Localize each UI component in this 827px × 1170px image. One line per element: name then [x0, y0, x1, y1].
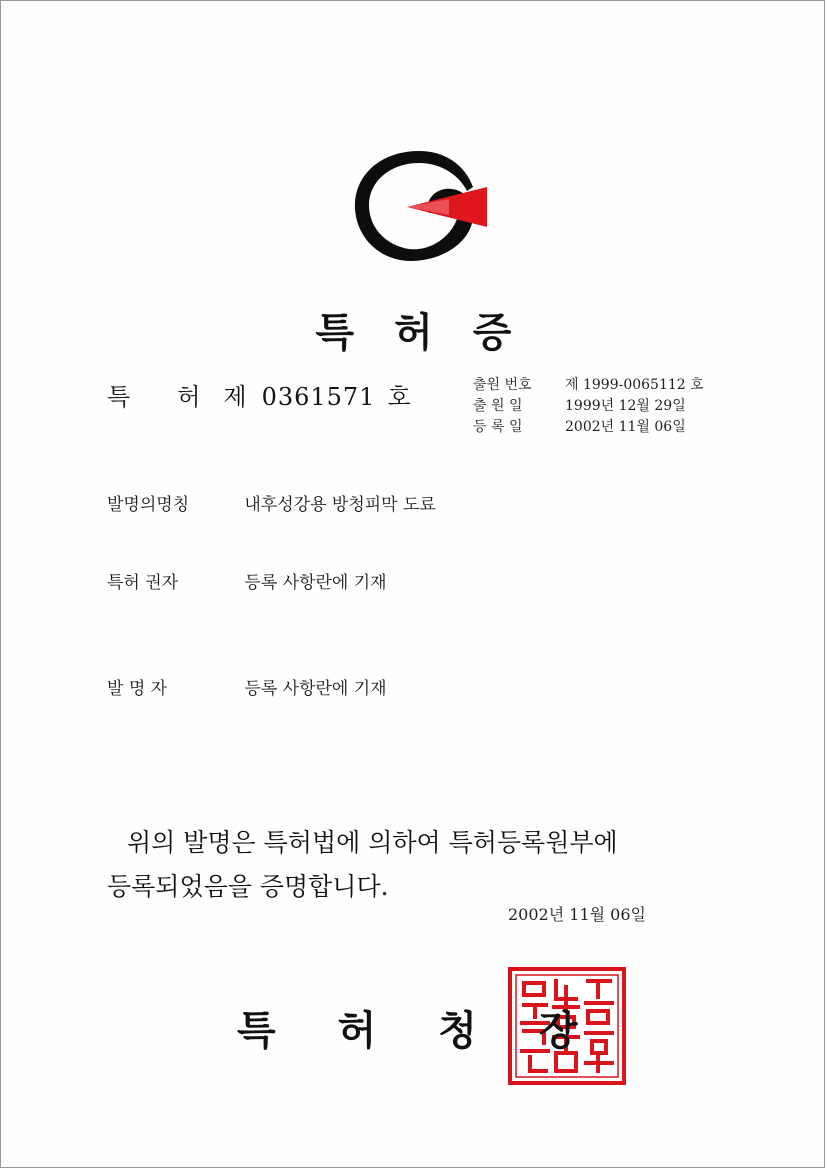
- application-info: [473, 375, 704, 438]
- application-info-value: 2002년 11월 06일: [565, 419, 686, 435]
- field-value: 등록 사항란에 기재: [244, 679, 387, 699]
- patent-number-label-1: 특: [107, 383, 132, 411]
- patent-number-suffix: 호: [387, 383, 412, 411]
- patent-number-label-3: 제: [223, 383, 248, 411]
- field-label: 특허 권자: [107, 573, 179, 593]
- certification-line-2: 등록되었음을 증명합니다.: [107, 872, 389, 901]
- patent-number-value: 0361571: [261, 383, 376, 411]
- application-info-row: [473, 396, 704, 417]
- field-inventor: [107, 674, 387, 699]
- field-invention-title: [107, 490, 436, 515]
- application-info-row: [473, 417, 704, 438]
- application-info-label: 등 록 일: [473, 419, 523, 435]
- certification-statement: [107, 821, 618, 909]
- issuer-name: 특허청장: [237, 1008, 640, 1054]
- document-title: 특허증: [315, 310, 552, 356]
- application-info-value: 제 1999-0065112 호: [565, 377, 704, 393]
- field-label: 발 명 자: [107, 679, 168, 699]
- field-value: 등록 사항란에 기재: [244, 573, 387, 593]
- patent-number-label-2: 허: [177, 383, 202, 411]
- application-info-label: 출원 번호: [473, 377, 532, 393]
- issue-date: 2002년 11월 06일: [508, 905, 646, 924]
- field-patentee: [107, 568, 387, 593]
- field-label: 발명의명칭: [107, 495, 190, 515]
- application-info-value: 1999년 12월 29일: [565, 398, 686, 414]
- field-value: 내후성강용 방청피막 도료: [244, 495, 436, 515]
- application-info-label: 출 원 일: [473, 398, 523, 414]
- patent-number-line: [107, 377, 412, 412]
- government-emblem-logo: [349, 147, 489, 267]
- certification-line-1: 위의 발명은 특허법에 의하여 특허등록원부에: [127, 828, 618, 857]
- application-info-row: [473, 375, 704, 396]
